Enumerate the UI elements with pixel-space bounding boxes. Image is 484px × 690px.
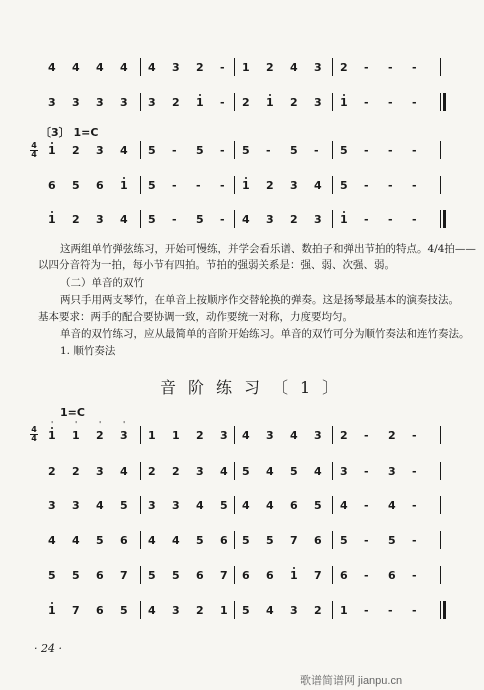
note: 6 (48, 179, 56, 192)
stroke-mark: ' (99, 420, 102, 429)
stroke-mark: ' (51, 420, 54, 429)
note: 4 (388, 499, 396, 512)
high-octave-dot (269, 94, 271, 96)
note: 3 (148, 499, 156, 512)
barline (234, 426, 235, 444)
note: - (364, 429, 369, 442)
high-octave-dot (343, 94, 345, 96)
note: - (172, 179, 177, 192)
note: 5 (72, 179, 80, 192)
barline (332, 426, 333, 444)
barline (440, 566, 441, 584)
barline (140, 426, 141, 444)
note: 2 (290, 213, 298, 226)
note: 5 (290, 465, 298, 478)
note: 4 (242, 213, 250, 226)
note: 1 (340, 96, 348, 109)
note: 1 (172, 429, 180, 442)
note: 5 (340, 179, 348, 192)
note: 6 (96, 604, 104, 617)
note: 6 (220, 534, 228, 547)
note: - (412, 604, 417, 617)
note: 5 (172, 569, 180, 582)
final-barline-thick (443, 210, 446, 228)
note: - (412, 96, 417, 109)
note: 3 (96, 213, 104, 226)
note: 2 (72, 213, 80, 226)
high-octave-dot (51, 602, 53, 604)
note: - (364, 96, 369, 109)
note: 7 (220, 569, 228, 582)
note: 2 (96, 429, 104, 442)
note: 4 (148, 604, 156, 617)
barline (332, 58, 333, 76)
note: 3 (48, 96, 56, 109)
barline (140, 531, 141, 549)
note: - (364, 499, 369, 512)
note: 4 (148, 534, 156, 547)
note: - (220, 144, 225, 157)
barline (234, 566, 235, 584)
note: - (412, 534, 417, 547)
note: 4 (340, 499, 348, 512)
note: 6 (266, 569, 274, 582)
note: 5 (242, 465, 250, 478)
high-octave-dot (245, 177, 247, 179)
note: 2 (172, 96, 180, 109)
time-signature (30, 142, 38, 159)
high-octave-dot (123, 177, 125, 179)
paragraph-line: 基本要求：两手的配合要协调一致，动作要统一对称，力度要均匀。 (38, 311, 353, 323)
note: - (412, 499, 417, 512)
stroke-mark: ' (123, 420, 126, 429)
note: 3 (48, 499, 56, 512)
note: 3 (290, 179, 298, 192)
note: - (266, 144, 271, 157)
note: - (388, 144, 393, 157)
barline (140, 462, 141, 480)
note: - (388, 96, 393, 109)
note: 6 (340, 569, 348, 582)
note: - (412, 61, 417, 74)
note: - (220, 96, 225, 109)
note: 3 (266, 213, 274, 226)
note: 6 (96, 179, 104, 192)
barline (332, 176, 333, 194)
barline (234, 176, 235, 194)
note: 4 (220, 465, 228, 478)
note: 3 (314, 96, 322, 109)
note: 5 (220, 499, 228, 512)
note: - (220, 179, 225, 192)
note: 5 (242, 604, 250, 617)
note: 2 (242, 96, 250, 109)
note: 4 (148, 61, 156, 74)
barline (140, 496, 141, 514)
note: 5 (48, 569, 56, 582)
note: 2 (72, 144, 80, 157)
note: - (172, 213, 177, 226)
note: 6 (196, 569, 204, 582)
barline (332, 462, 333, 480)
note: 4 (266, 465, 274, 478)
note: - (412, 569, 417, 582)
note: - (388, 179, 393, 192)
barline (140, 210, 141, 228)
note: 1 (120, 179, 128, 192)
final-barline (440, 93, 441, 111)
note: 5 (290, 144, 298, 157)
note: - (412, 213, 417, 226)
note: 3 (96, 96, 104, 109)
note: 5 (120, 604, 128, 617)
note: 3 (172, 61, 180, 74)
exercise-label: 〔3〕 1=C (40, 126, 99, 139)
barline (140, 176, 141, 194)
note: 1 (48, 213, 56, 226)
barline (332, 210, 333, 228)
note: 5 (340, 534, 348, 547)
note: 4 (172, 534, 180, 547)
note: - (412, 144, 417, 157)
note: - (364, 61, 369, 74)
note: 3 (96, 144, 104, 157)
note: 2 (340, 61, 348, 74)
note: 2 (290, 96, 298, 109)
note: 7 (290, 534, 298, 547)
final-barline-thick (443, 93, 446, 111)
note: - (172, 144, 177, 157)
note: - (364, 213, 369, 226)
note: 4 (120, 465, 128, 478)
note: 1 (48, 144, 56, 157)
barline (440, 426, 441, 444)
note: 3 (172, 604, 180, 617)
note: 3 (220, 429, 228, 442)
note: - (412, 429, 417, 442)
final-barline (440, 210, 441, 228)
note: 1 (266, 96, 274, 109)
paragraph-line: 以四分音符为一拍，每小节有四拍。节拍的强弱关系是：强、弱、次强、弱。 (38, 259, 395, 271)
note: 2 (266, 61, 274, 74)
note: 1 (290, 569, 298, 582)
note: 3 (120, 96, 128, 109)
barline (234, 462, 235, 480)
note: 6 (120, 534, 128, 547)
note: 4 (120, 144, 128, 157)
note: 6 (314, 534, 322, 547)
note: 4 (266, 604, 274, 617)
note: 4 (96, 61, 104, 74)
note: 1 (340, 213, 348, 226)
barline (234, 93, 235, 111)
section-heading: 音阶练习〔1〕 (160, 378, 351, 397)
note: 4 (72, 534, 80, 547)
note: 5 (196, 213, 204, 226)
time-sig-den: 4 (31, 434, 37, 443)
paragraph-line: 两只手用两支琴竹，在单音上按顺序作交替轮换的弹奏。这是扬琴最基本的演奏技法。 (60, 294, 459, 306)
note: 5 (196, 534, 204, 547)
barline (332, 496, 333, 514)
note: - (388, 604, 393, 617)
note: - (196, 179, 201, 192)
stroke-mark: ' (75, 420, 78, 429)
barline (234, 531, 235, 549)
note: 1 (242, 61, 250, 74)
note: 1 (196, 96, 204, 109)
note: - (364, 465, 369, 478)
note: 7 (120, 569, 128, 582)
note: 3 (314, 213, 322, 226)
note: 4 (266, 499, 274, 512)
note: 6 (290, 499, 298, 512)
high-octave-dot (343, 211, 345, 213)
high-octave-dot (51, 142, 53, 144)
note: 6 (96, 569, 104, 582)
barline (234, 496, 235, 514)
note: 2 (196, 604, 204, 617)
final-barline (440, 601, 441, 619)
barline (140, 58, 141, 76)
note: 7 (72, 604, 80, 617)
note: 3 (266, 429, 274, 442)
note: 2 (314, 604, 322, 617)
time-sig-num: 4 (31, 141, 37, 150)
note: 1 (220, 604, 228, 617)
note: 2 (196, 429, 204, 442)
note: - (388, 61, 393, 74)
barline (140, 566, 141, 584)
note: 1 (48, 429, 56, 442)
barline (140, 93, 141, 111)
note: 5 (72, 569, 80, 582)
barline (234, 210, 235, 228)
note: 3 (148, 96, 156, 109)
barline (332, 531, 333, 549)
time-sig-num: 4 (31, 425, 37, 434)
watermark: 歌谱简谱网 jianpu.cn (300, 675, 403, 687)
note: 5 (148, 213, 156, 226)
paragraph-line: 这两组单竹弹弦练习，开始可慢练，并学会看乐谱、数拍子和弹出节拍的特点。4/4拍—— (60, 243, 476, 255)
note: - (364, 144, 369, 157)
note: 2 (72, 465, 80, 478)
note: 4 (242, 499, 250, 512)
barline (234, 601, 235, 619)
note: 5 (148, 144, 156, 157)
note: - (412, 179, 417, 192)
barline (440, 141, 441, 159)
barline (332, 566, 333, 584)
note: - (314, 144, 319, 157)
note: 3 (96, 465, 104, 478)
note: - (364, 569, 369, 582)
note: - (220, 61, 225, 74)
note: - (412, 465, 417, 478)
note: 3 (314, 429, 322, 442)
note: 4 (242, 429, 250, 442)
barline (440, 58, 441, 76)
note: 4 (120, 213, 128, 226)
note: 4 (48, 534, 56, 547)
note: - (220, 213, 225, 226)
barline (332, 141, 333, 159)
page-number: · 24 · (34, 642, 62, 655)
high-octave-dot (293, 567, 295, 569)
barline (140, 141, 141, 159)
note: 1 (242, 179, 250, 192)
barline (440, 531, 441, 549)
note: 5 (120, 499, 128, 512)
note: 3 (172, 499, 180, 512)
note: 5 (388, 534, 396, 547)
note: 3 (120, 429, 128, 442)
note: - (364, 534, 369, 547)
note: 4 (120, 61, 128, 74)
barline (140, 601, 141, 619)
note: 5 (242, 534, 250, 547)
barline (440, 176, 441, 194)
note: 3 (196, 465, 204, 478)
note: 5 (148, 179, 156, 192)
note: 5 (96, 534, 104, 547)
note: 5 (340, 144, 348, 157)
high-octave-dot (51, 211, 53, 213)
note: 5 (266, 534, 274, 547)
note: - (364, 179, 369, 192)
note: 3 (72, 96, 80, 109)
note: 3 (290, 604, 298, 617)
note: 5 (242, 144, 250, 157)
paragraph-line: （二）单音的双竹 (60, 277, 144, 289)
note: 6 (388, 569, 396, 582)
note: 3 (72, 499, 80, 512)
note: 6 (242, 569, 250, 582)
note: 2 (148, 465, 156, 478)
note: 3 (314, 61, 322, 74)
note: 2 (340, 429, 348, 442)
note: 4 (48, 61, 56, 74)
note: 4 (72, 61, 80, 74)
note: 1 (340, 604, 348, 617)
barline (234, 141, 235, 159)
paragraph-line: 1. 顺竹奏法 (60, 345, 116, 357)
scale-key: 1=C (60, 406, 85, 419)
note: 4 (290, 61, 298, 74)
barline (440, 496, 441, 514)
note: 5 (148, 569, 156, 582)
note: 1 (148, 429, 156, 442)
note: 2 (172, 465, 180, 478)
barline (332, 93, 333, 111)
note: 4 (314, 465, 322, 478)
note: - (364, 604, 369, 617)
note: 4 (196, 499, 204, 512)
high-octave-dot (199, 94, 201, 96)
barline (332, 601, 333, 619)
note: 3 (340, 465, 348, 478)
note: 4 (314, 179, 322, 192)
note: 3 (388, 465, 396, 478)
note: 1 (48, 604, 56, 617)
note: 2 (388, 429, 396, 442)
barline (440, 462, 441, 480)
barline (234, 58, 235, 76)
final-barline-thick (443, 601, 446, 619)
note: 5 (314, 499, 322, 512)
note: 1 (72, 429, 80, 442)
time-signature (30, 426, 38, 443)
time-sig-den: 4 (31, 150, 37, 159)
note: - (388, 213, 393, 226)
note: 4 (290, 429, 298, 442)
note: 7 (314, 569, 322, 582)
note: 5 (196, 144, 204, 157)
note: 2 (266, 179, 274, 192)
paragraph-line: 单音的双竹练习，应从最简单的音阶开始练习。单音的双竹可分为顺竹奏法和连竹奏法。 (60, 328, 470, 340)
note: 2 (196, 61, 204, 74)
note: 4 (96, 499, 104, 512)
note: 2 (48, 465, 56, 478)
